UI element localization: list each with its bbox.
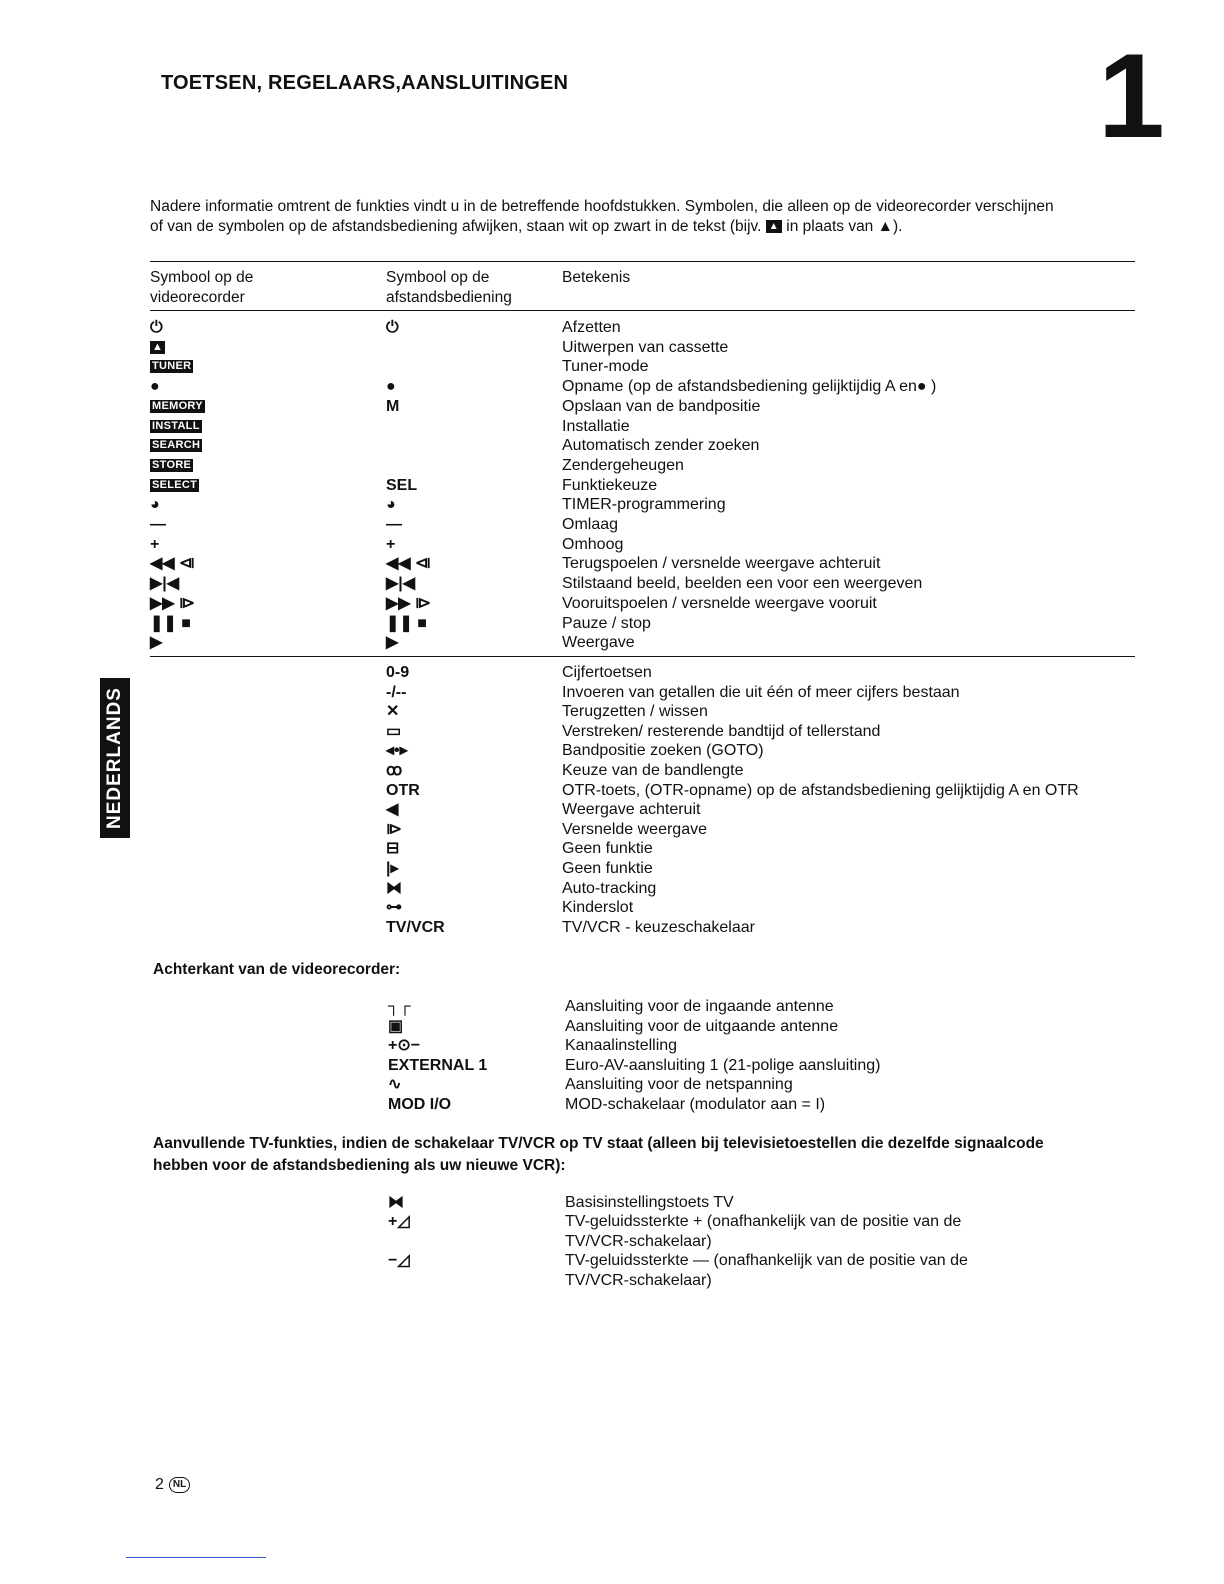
- vcr-symbol-inverse: STORE: [152, 458, 192, 471]
- meaning-line1: TV-geluidssterkte + (onafhankelijk van de positie van de: [565, 1213, 962, 1230]
- eject-icon: ▲: [877, 218, 893, 235]
- header-vcr: [150, 268, 253, 308]
- table-row: [0, 633, 1224, 653]
- language-side-tab: [100, 678, 130, 838]
- table-row: [0, 800, 1224, 820]
- rear-symbol: ┐┌: [388, 998, 411, 1015]
- remote-symbol: ⧓: [386, 879, 402, 897]
- page-number: 2: [155, 1476, 164, 1493]
- table-row: [0, 918, 1224, 938]
- intro-text: of van de symbolen op de afstandsbediening afwijken, staan wit op zwart in de tekst (bijv.: [150, 218, 766, 235]
- meaning: [565, 1251, 968, 1291]
- remote-symbol: ❚❚ ■: [386, 614, 427, 632]
- table-row: [0, 515, 1224, 535]
- meaning: Keuze van de bandlengte: [562, 762, 744, 779]
- remote-symbol: ⧐: [386, 820, 402, 838]
- remote-symbol: ⊟: [386, 840, 400, 858]
- table-row: [0, 702, 1224, 722]
- intro-text: in plaats van: [781, 218, 878, 235]
- table-row: [0, 397, 1224, 417]
- meaning: Versnelde weergave: [562, 820, 707, 838]
- meaning: Vooruitspoelen / versnelde weergave vooruit: [562, 594, 877, 612]
- table-row: [0, 761, 1224, 781]
- meaning: OTR-toets, (OTR-opname) op de afstandsbediening gelijktijdig A en OTR: [562, 781, 1079, 799]
- vcr-symbol-inverse: MEMORY: [152, 399, 203, 412]
- header-remote-line1: Symbool op de: [386, 269, 490, 286]
- table-row: [0, 839, 1224, 859]
- meaning: Zendergeheugen: [562, 456, 684, 474]
- meaning: Cijfertoetsen: [562, 664, 652, 681]
- remote-symbol: ◕: [386, 496, 396, 514]
- meaning: Aansluiting voor de netspanning: [565, 1076, 793, 1094]
- rear-symbol: MOD I/O: [388, 1096, 452, 1113]
- table-row: [0, 781, 1224, 801]
- meaning: Invoeren van getallen die uit één of meer cijfers bestaan: [562, 683, 960, 701]
- header-vcr-line2: videorecorder: [150, 289, 245, 306]
- remote-symbol: TV/VCR: [386, 918, 445, 936]
- meaning: Auto-tracking: [562, 879, 657, 897]
- table-row: [0, 1017, 1224, 1037]
- side-tab-label: NEDERLANDS: [104, 687, 125, 829]
- meaning: Weergave achteruit: [562, 801, 701, 819]
- table-row: [0, 417, 1224, 437]
- vcr-symbol-inverse: ▲: [152, 340, 164, 353]
- remote-symbol: ⊶: [386, 899, 402, 917]
- meaning-line1: Basisinstellingstoets TV: [565, 1194, 734, 1211]
- remote-symbol: —: [386, 516, 402, 533]
- meaning: Terugzetten / wissen: [562, 703, 708, 721]
- tv-symbol: ⧓: [388, 1194, 404, 1211]
- remote-symbol: OTR: [386, 781, 420, 799]
- meaning-line2: TV/VCR-schakelaar): [565, 1272, 712, 1289]
- remote-symbol: ▶|◀: [386, 575, 416, 593]
- meaning: Kinderslot: [562, 899, 634, 917]
- tv-heading: [153, 1133, 1143, 1177]
- remote-symbol: ⏻: [386, 319, 399, 336]
- table-row: [0, 357, 1224, 377]
- header-remote-line2: afstandsbediening: [386, 289, 512, 306]
- meaning: Omlaag: [562, 516, 619, 533]
- remote-symbol: ●: [386, 378, 396, 396]
- remote-symbol: ✕: [386, 703, 400, 721]
- remote-symbol: ◂•▸: [386, 742, 408, 760]
- intro-paragraph: [150, 197, 1140, 237]
- rear-symbol: +⊙−: [388, 1037, 421, 1055]
- header-bottom-rule: [150, 310, 1135, 311]
- rear-symbol: ∿: [388, 1076, 402, 1094]
- header-meaning: Betekenis: [562, 269, 631, 286]
- vcr-symbol-inverse: INSTALL: [152, 419, 200, 432]
- table-row: [0, 594, 1224, 614]
- vcr-symbol: ▶: [150, 634, 163, 652]
- table-row: [0, 898, 1224, 918]
- remote-symbol: ▶▶ ⧐: [386, 594, 432, 612]
- vcr-symbol: —: [150, 516, 166, 533]
- meaning: Aansluiting voor de ingaande antenne: [565, 998, 834, 1015]
- tv-heading-line1: Aanvullende TV-funkties, indien de schakelaar TV/VCR op TV staat (alleen bij televisietoestellen die dezelfde signaalcode: [153, 1135, 1044, 1152]
- meaning: Geen funktie: [562, 840, 653, 858]
- vcr-symbol: ◕: [150, 496, 160, 514]
- meaning: Euro-AV-aansluiting 1 (21-polige aansluiting): [565, 1056, 881, 1074]
- page-footer: [155, 1476, 190, 1494]
- vcr-symbol: ●: [150, 378, 160, 396]
- table-row: [0, 1036, 1224, 1056]
- table-row: [0, 1095, 1224, 1115]
- table-row: [0, 614, 1224, 634]
- table-row: [0, 683, 1224, 703]
- remote-symbol: |▸: [386, 860, 399, 877]
- section-divider-rule: [150, 656, 1135, 657]
- eject-inverse-icon: ▲: [766, 220, 782, 233]
- remote-symbol: ▭: [386, 722, 402, 740]
- vcr-symbol-inverse: SEARCH: [152, 439, 201, 452]
- vcr-symbol-inverse: SELECT: [152, 478, 198, 491]
- meaning: MOD-schakelaar (modulator aan = I): [565, 1096, 826, 1113]
- intro-line-2: [150, 217, 1140, 237]
- rear-symbol: ▣: [388, 1017, 404, 1035]
- vcr-symbol: ▶▶ ⧐: [150, 594, 196, 612]
- table-row: [0, 456, 1224, 476]
- table-row: [0, 476, 1224, 496]
- remote-symbol: ꝏ: [386, 762, 403, 779]
- table-row: [0, 879, 1224, 899]
- header-remote: [386, 268, 512, 308]
- vcr-symbol-inverse: TUNER: [152, 360, 192, 373]
- table-row: [0, 377, 1224, 397]
- table-row: [0, 997, 1224, 1017]
- meaning: Installatie: [562, 417, 630, 435]
- meaning: Pauze / stop: [562, 614, 651, 632]
- vcr-symbol: ❚❚ ■: [150, 614, 191, 632]
- table-row: [0, 820, 1224, 840]
- table-row: [0, 495, 1224, 515]
- meaning-line2: TV/VCR-schakelaar): [565, 1233, 712, 1250]
- remote-symbol: -/--: [386, 683, 407, 701]
- remote-symbol: ▶: [386, 634, 399, 652]
- remote-symbol: SEL: [386, 476, 418, 494]
- table-row: [0, 741, 1224, 761]
- header-vcr-line1: Symbool op de: [150, 269, 254, 286]
- meaning: Weergave: [562, 634, 635, 652]
- table-row: [0, 574, 1224, 594]
- table-row: [0, 1212, 1224, 1252]
- tv-symbol: +◿: [388, 1213, 410, 1230]
- table-row: [0, 1075, 1224, 1095]
- meaning: Bandpositie zoeken (GOTO): [562, 742, 764, 760]
- meaning: Funktiekeuze: [562, 476, 658, 494]
- vcr-symbol: ▶|◀: [150, 575, 180, 593]
- meaning: Tuner-mode: [562, 358, 649, 376]
- meaning: Geen funktie: [562, 860, 653, 877]
- intro-text: ).: [892, 218, 903, 235]
- meaning: [565, 1212, 961, 1252]
- intro-line-1: Nadere informatie omtrent de funkties vindt u in de betreffende hoofdstukken. Symbolen, die alleen op de videorecorder verschijnen: [150, 198, 1054, 215]
- table-row: [0, 338, 1224, 358]
- table-row: [0, 859, 1224, 879]
- nl-badge: NL: [169, 1477, 190, 1493]
- meaning: Verstreken/ resterende bandtijd of tellerstand: [562, 722, 881, 740]
- meaning: TV/VCR - keuzeschakelaar: [562, 918, 755, 936]
- page-title: TOETSEN, REGELAARS,AANSLUITINGEN: [161, 72, 569, 94]
- meaning: Omhoog: [562, 535, 624, 553]
- table-row: [0, 722, 1224, 742]
- meaning: Kanaalinstelling: [565, 1037, 678, 1055]
- remote-symbol: 0-9: [386, 664, 410, 681]
- remote-symbol: ◀: [386, 801, 399, 819]
- remote-symbol: M: [386, 397, 400, 415]
- table-row: [0, 663, 1224, 683]
- rear-symbol: EXTERNAL 1: [388, 1056, 488, 1074]
- table-row: [0, 436, 1224, 456]
- meaning: Stilstaand beeld, beelden een voor een weergeven: [562, 575, 923, 593]
- meaning: TIMER-programmering: [562, 496, 726, 514]
- table-row: [0, 554, 1224, 574]
- meaning: Terugspoelen / versnelde weergave achteruit: [562, 555, 881, 573]
- tv-heading-line2: hebben voor de afstandsbediening als uw nieuwe VCR):: [153, 1157, 566, 1174]
- table-row: [0, 318, 1224, 338]
- meaning: [565, 1193, 734, 1213]
- meaning: Automatisch zender zoeken: [562, 437, 760, 455]
- table-row: [0, 1056, 1224, 1076]
- vcr-symbol: ◀◀ ⧏: [150, 555, 196, 573]
- remote-symbol: +: [386, 535, 396, 553]
- vcr-symbol: ⏻: [150, 319, 163, 336]
- meaning: Opslaan van de bandpositie: [562, 397, 761, 415]
- table-top-rule: [150, 261, 1135, 262]
- vcr-symbol: +: [150, 535, 160, 553]
- rear-heading: Achterkant van de videorecorder:: [153, 961, 401, 978]
- remote-symbol: ◀◀ ⧏: [386, 555, 432, 573]
- meaning: Opname (op de afstandsbediening gelijktijdig A en● ): [562, 378, 937, 396]
- table-row: [0, 535, 1224, 555]
- table-row: [0, 1251, 1224, 1291]
- chapter-number: 1: [1098, 29, 1165, 163]
- footer-rule: [126, 1557, 266, 1558]
- meaning: Aansluiting voor de uitgaande antenne: [565, 1017, 839, 1035]
- meaning: Afzetten: [562, 319, 621, 336]
- meaning: Uitwerpen van cassette: [562, 338, 729, 356]
- tv-symbol: −◿: [388, 1252, 410, 1269]
- meaning-line1: TV-geluidssterkte — (onafhankelijk van de positie van de: [565, 1252, 968, 1269]
